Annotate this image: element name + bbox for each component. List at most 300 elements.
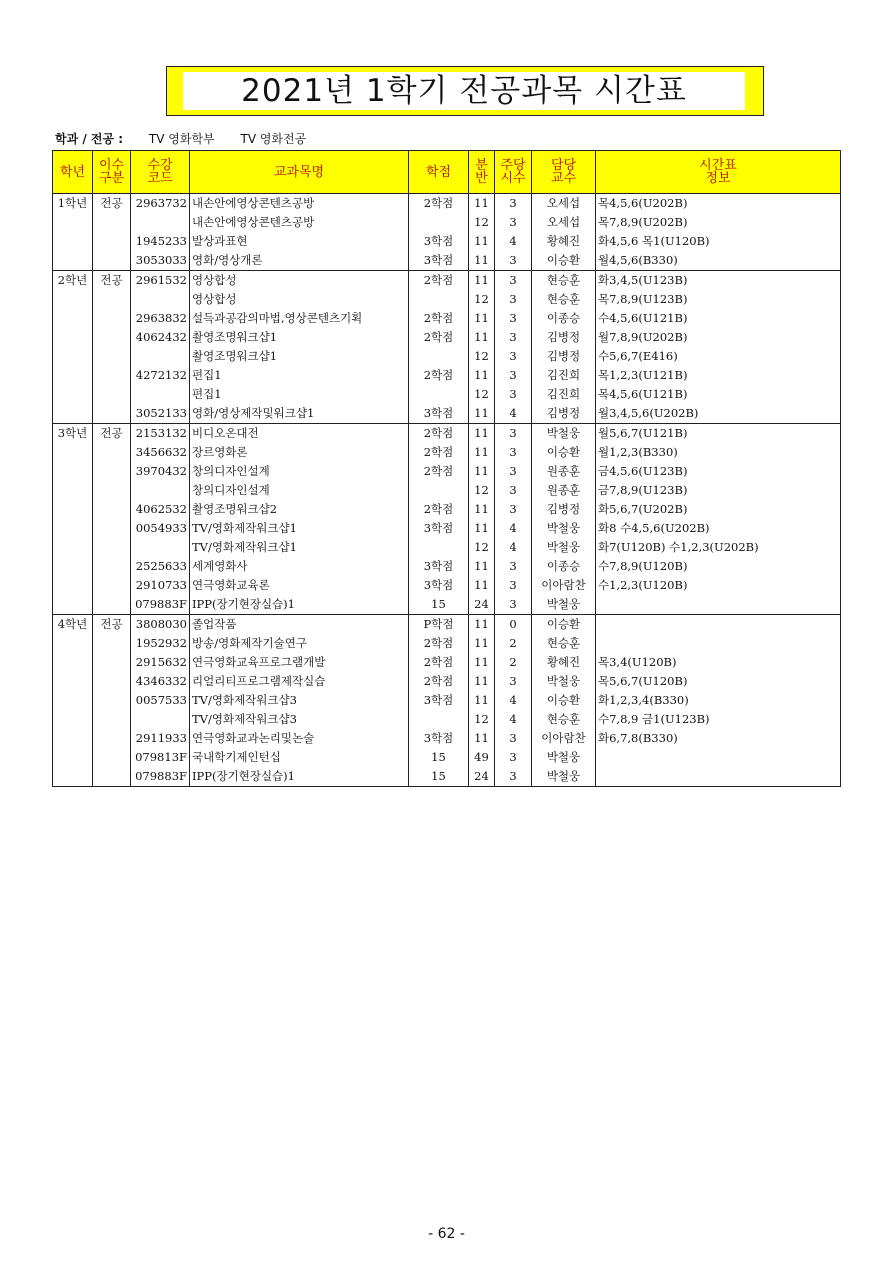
table-row bbox=[53, 462, 841, 481]
schedule-cell: 화6,7,8(B330) bbox=[596, 729, 841, 748]
course-name-cell: IPP(장기현장실습)1 bbox=[190, 767, 409, 787]
hours-cell: 3 bbox=[495, 194, 532, 214]
professor-cell: 이종승 bbox=[532, 557, 596, 576]
hours-cell: 3 bbox=[495, 557, 532, 576]
schedule-cell: 월4,5,6(B330) bbox=[596, 251, 841, 271]
section-cell: 11 bbox=[469, 576, 495, 595]
header-section: 분 반 bbox=[469, 151, 495, 194]
professor-cell: 박철웅 bbox=[532, 424, 596, 444]
hours-cell: 3 bbox=[495, 443, 532, 462]
year-cell: 2학년 bbox=[53, 271, 93, 291]
course-name-cell: 영화/영상제작및워크샵1 bbox=[190, 404, 409, 424]
professor-cell: 오세섭 bbox=[532, 194, 596, 214]
year-cell bbox=[53, 691, 93, 710]
year-cell bbox=[53, 576, 93, 595]
section-cell: 11 bbox=[469, 404, 495, 424]
hours-cell: 3 bbox=[495, 748, 532, 767]
code-cell: 2153132 bbox=[131, 424, 190, 444]
table-row bbox=[53, 385, 841, 404]
department-line bbox=[55, 130, 306, 147]
year-cell bbox=[53, 767, 93, 787]
code-cell bbox=[131, 538, 190, 557]
type-cell: 전공 bbox=[93, 271, 131, 291]
hours-cell: 4 bbox=[495, 232, 532, 251]
year-cell bbox=[53, 290, 93, 309]
professor-cell: 이승환 bbox=[532, 615, 596, 635]
type-cell bbox=[93, 500, 131, 519]
type-cell bbox=[93, 595, 131, 615]
credit-cell bbox=[409, 538, 469, 557]
hours-cell: 3 bbox=[495, 213, 532, 232]
code-cell: 2911933 bbox=[131, 729, 190, 748]
type-cell bbox=[93, 347, 131, 366]
schedule-cell: 수7,8,9 금1(U123B) bbox=[596, 710, 841, 729]
section-cell: 11 bbox=[469, 500, 495, 519]
professor-cell: 김진희 bbox=[532, 366, 596, 385]
course-name-cell: 내손안에영상콘텐츠공방 bbox=[190, 213, 409, 232]
section-cell: 11 bbox=[469, 672, 495, 691]
major-name: TV 영화전공 bbox=[240, 132, 307, 146]
header-schedule: 시간표 정보 bbox=[596, 151, 841, 194]
credit-cell: 3학점 bbox=[409, 691, 469, 710]
header-code: 수강 코드 bbox=[131, 151, 190, 194]
table-row bbox=[53, 443, 841, 462]
table-row bbox=[53, 691, 841, 710]
hours-cell: 3 bbox=[495, 271, 532, 291]
professor-cell: 김진희 bbox=[532, 385, 596, 404]
code-cell: 2915632 bbox=[131, 653, 190, 672]
credit-cell: 3학점 bbox=[409, 404, 469, 424]
type-cell bbox=[93, 385, 131, 404]
section-cell: 11 bbox=[469, 691, 495, 710]
type-cell bbox=[93, 729, 131, 748]
schedule-cell: 목7,8,9(U202B) bbox=[596, 213, 841, 232]
course-name-cell: 장르영화론 bbox=[190, 443, 409, 462]
title-box bbox=[166, 66, 764, 116]
schedule-cell: 화8 수4,5,6(U202B) bbox=[596, 519, 841, 538]
course-name-cell: 발상과표현 bbox=[190, 232, 409, 251]
year-cell bbox=[53, 462, 93, 481]
section-cell: 11 bbox=[469, 634, 495, 653]
professor-cell: 원종훈 bbox=[532, 481, 596, 500]
course-name-cell: 영화/영상개론 bbox=[190, 251, 409, 271]
course-name-cell: TV/영화제작워크샵1 bbox=[190, 538, 409, 557]
header-course-name: 교과목명 bbox=[190, 151, 409, 194]
course-name-cell: 촬영조명워크샵1 bbox=[190, 328, 409, 347]
course-name-cell: 영상합성 bbox=[190, 271, 409, 291]
table-row bbox=[53, 519, 841, 538]
code-cell: 0057533 bbox=[131, 691, 190, 710]
type-cell bbox=[93, 462, 131, 481]
credit-cell: 2학점 bbox=[409, 194, 469, 214]
section-cell: 12 bbox=[469, 385, 495, 404]
credit-cell bbox=[409, 347, 469, 366]
credit-cell: 3학점 bbox=[409, 232, 469, 251]
table-row bbox=[53, 271, 841, 291]
credit-cell: 2학점 bbox=[409, 634, 469, 653]
timetable bbox=[52, 150, 841, 787]
table-row bbox=[53, 404, 841, 424]
course-name-cell: TV/영화제작워크샵3 bbox=[190, 691, 409, 710]
year-cell bbox=[53, 729, 93, 748]
schedule-cell: 월7,8,9(U202B) bbox=[596, 328, 841, 347]
section-cell: 11 bbox=[469, 232, 495, 251]
professor-cell: 이아람찬 bbox=[532, 729, 596, 748]
section-cell: 11 bbox=[469, 615, 495, 635]
course-name-cell: 창의디자인설계 bbox=[190, 462, 409, 481]
type-cell bbox=[93, 576, 131, 595]
course-name-cell: 비디오온대전 bbox=[190, 424, 409, 444]
table-row bbox=[53, 729, 841, 748]
schedule-cell: 수1,2,3(U120B) bbox=[596, 576, 841, 595]
course-name-cell: 내손안에영상콘텐츠공방 bbox=[190, 194, 409, 214]
section-cell: 11 bbox=[469, 557, 495, 576]
schedule-cell: 월5,6,7(U121B) bbox=[596, 424, 841, 444]
table-row bbox=[53, 424, 841, 444]
code-cell: 079813F bbox=[131, 748, 190, 767]
hours-cell: 4 bbox=[495, 691, 532, 710]
credit-cell: 3학점 bbox=[409, 251, 469, 271]
type-cell bbox=[93, 366, 131, 385]
type-cell bbox=[93, 232, 131, 251]
schedule-cell bbox=[596, 615, 841, 635]
table-row bbox=[53, 748, 841, 767]
professor-cell: 현승훈 bbox=[532, 634, 596, 653]
table-row bbox=[53, 366, 841, 385]
code-cell: 3456632 bbox=[131, 443, 190, 462]
section-cell: 11 bbox=[469, 271, 495, 291]
schedule-cell: 화3,4,5(U123B) bbox=[596, 271, 841, 291]
schedule-cell bbox=[596, 634, 841, 653]
code-cell bbox=[131, 710, 190, 729]
year-cell bbox=[53, 538, 93, 557]
professor-cell: 박철웅 bbox=[532, 748, 596, 767]
credit-cell bbox=[409, 213, 469, 232]
year-cell bbox=[53, 481, 93, 500]
credit-cell: 2학점 bbox=[409, 443, 469, 462]
section-cell: 11 bbox=[469, 462, 495, 481]
year-cell: 3학년 bbox=[53, 424, 93, 444]
schedule-cell: 목5,6,7(U120B) bbox=[596, 672, 841, 691]
credit-cell: 2학점 bbox=[409, 424, 469, 444]
hours-cell: 4 bbox=[495, 538, 532, 557]
professor-cell: 김병정 bbox=[532, 328, 596, 347]
course-name-cell: 리얼리티프로그램제작실습 bbox=[190, 672, 409, 691]
table-row bbox=[53, 576, 841, 595]
schedule-cell bbox=[596, 595, 841, 615]
code-cell: 2963832 bbox=[131, 309, 190, 328]
dept-label: 학과 / 전공 : bbox=[55, 132, 124, 146]
table-row bbox=[53, 538, 841, 557]
code-cell bbox=[131, 347, 190, 366]
table-row bbox=[53, 653, 841, 672]
year-cell: 4학년 bbox=[53, 615, 93, 635]
code-cell: 0054933 bbox=[131, 519, 190, 538]
type-cell bbox=[93, 251, 131, 271]
professor-cell: 황혜진 bbox=[532, 232, 596, 251]
credit-cell: 2학점 bbox=[409, 672, 469, 691]
hours-cell: 3 bbox=[495, 347, 532, 366]
type-cell bbox=[93, 557, 131, 576]
hours-cell: 3 bbox=[495, 290, 532, 309]
year-cell bbox=[53, 557, 93, 576]
code-cell: 2910733 bbox=[131, 576, 190, 595]
professor-cell: 현승훈 bbox=[532, 290, 596, 309]
section-cell: 49 bbox=[469, 748, 495, 767]
course-name-cell: 설득과공감의마법,영상콘텐츠기획 bbox=[190, 309, 409, 328]
year-cell bbox=[53, 385, 93, 404]
schedule-cell: 화5,6,7(U202B) bbox=[596, 500, 841, 519]
year-cell bbox=[53, 634, 93, 653]
type-cell bbox=[93, 634, 131, 653]
type-cell bbox=[93, 481, 131, 500]
professor-cell: 현승훈 bbox=[532, 710, 596, 729]
table-row bbox=[53, 290, 841, 309]
section-cell: 11 bbox=[469, 653, 495, 672]
table-row bbox=[53, 328, 841, 347]
section-cell: 11 bbox=[469, 366, 495, 385]
code-cell: 3808030 bbox=[131, 615, 190, 635]
credit-cell: 2학점 bbox=[409, 500, 469, 519]
year-cell: 1학년 bbox=[53, 194, 93, 214]
code-cell bbox=[131, 385, 190, 404]
header-type: 이수 구분 bbox=[93, 151, 131, 194]
course-name-cell: 편집1 bbox=[190, 366, 409, 385]
credit-cell: 2학점 bbox=[409, 653, 469, 672]
type-cell bbox=[93, 653, 131, 672]
type-cell bbox=[93, 538, 131, 557]
section-cell: 11 bbox=[469, 729, 495, 748]
type-cell: 전공 bbox=[93, 424, 131, 444]
course-name-cell: 촬영조명워크샵1 bbox=[190, 347, 409, 366]
schedule-cell: 월1,2,3(B330) bbox=[596, 443, 841, 462]
code-cell bbox=[131, 481, 190, 500]
year-cell bbox=[53, 347, 93, 366]
course-name-cell: 촬영조명워크샵2 bbox=[190, 500, 409, 519]
hours-cell: 3 bbox=[495, 309, 532, 328]
section-cell: 12 bbox=[469, 538, 495, 557]
code-cell: 4346332 bbox=[131, 672, 190, 691]
code-cell: 4062532 bbox=[131, 500, 190, 519]
professor-cell: 이승환 bbox=[532, 251, 596, 271]
schedule-cell: 화7(U120B) 수1,2,3(U202B) bbox=[596, 538, 841, 557]
type-cell bbox=[93, 443, 131, 462]
hours-cell: 3 bbox=[495, 672, 532, 691]
year-cell bbox=[53, 653, 93, 672]
credit-cell: 15 bbox=[409, 595, 469, 615]
course-name-cell: 연극영화교육론 bbox=[190, 576, 409, 595]
code-cell bbox=[131, 290, 190, 309]
schedule-cell: 월3,4,5,6(U202B) bbox=[596, 404, 841, 424]
section-cell: 12 bbox=[469, 290, 495, 309]
code-cell: 3053033 bbox=[131, 251, 190, 271]
section-cell: 11 bbox=[469, 328, 495, 347]
year-cell bbox=[53, 519, 93, 538]
section-cell: 11 bbox=[469, 424, 495, 444]
hours-cell: 4 bbox=[495, 519, 532, 538]
table-row bbox=[53, 557, 841, 576]
professor-cell: 박철웅 bbox=[532, 767, 596, 787]
year-cell bbox=[53, 404, 93, 424]
code-cell: 2961532 bbox=[131, 271, 190, 291]
professor-cell: 원종훈 bbox=[532, 462, 596, 481]
section-cell: 12 bbox=[469, 347, 495, 366]
hours-cell: 3 bbox=[495, 500, 532, 519]
hours-cell: 3 bbox=[495, 462, 532, 481]
course-name-cell: 세계영화사 bbox=[190, 557, 409, 576]
credit-cell bbox=[409, 710, 469, 729]
course-name-cell: 영상합성 bbox=[190, 290, 409, 309]
year-cell bbox=[53, 251, 93, 271]
type-cell bbox=[93, 710, 131, 729]
table-row bbox=[53, 767, 841, 787]
type-cell bbox=[93, 519, 131, 538]
professor-cell: 이승환 bbox=[532, 691, 596, 710]
credit-cell: 2학점 bbox=[409, 309, 469, 328]
course-name-cell: 편집1 bbox=[190, 385, 409, 404]
credit-cell bbox=[409, 385, 469, 404]
course-name-cell: 졸업작품 bbox=[190, 615, 409, 635]
schedule-cell: 수7,8,9(U120B) bbox=[596, 557, 841, 576]
year-cell bbox=[53, 595, 93, 615]
hours-cell: 3 bbox=[495, 328, 532, 347]
page-title: 2021년 1학기 전공과목 시간표 bbox=[183, 72, 745, 110]
hours-cell: 3 bbox=[495, 767, 532, 787]
table-row bbox=[53, 710, 841, 729]
header-year: 학년 bbox=[53, 151, 93, 194]
hours-cell: 3 bbox=[495, 251, 532, 271]
schedule-cell bbox=[596, 748, 841, 767]
table-row bbox=[53, 347, 841, 366]
credit-cell: P학점 bbox=[409, 615, 469, 635]
table-row bbox=[53, 634, 841, 653]
schedule-cell: 수5,6,7(E416) bbox=[596, 347, 841, 366]
header-row bbox=[53, 151, 841, 194]
hours-cell: 4 bbox=[495, 404, 532, 424]
header-hours: 주당 시수 bbox=[495, 151, 532, 194]
schedule-cell: 목4,5,6(U202B) bbox=[596, 194, 841, 214]
schedule-cell: 화4,5,6 목1(U120B) bbox=[596, 232, 841, 251]
schedule-cell: 목3,4(U120B) bbox=[596, 653, 841, 672]
type-cell bbox=[93, 290, 131, 309]
code-cell: 3052133 bbox=[131, 404, 190, 424]
table-row bbox=[53, 672, 841, 691]
code-cell bbox=[131, 213, 190, 232]
hours-cell: 3 bbox=[495, 481, 532, 500]
code-cell: 4062432 bbox=[131, 328, 190, 347]
section-cell: 11 bbox=[469, 519, 495, 538]
type-cell bbox=[93, 309, 131, 328]
credit-cell: 3학점 bbox=[409, 729, 469, 748]
type-cell: 전공 bbox=[93, 615, 131, 635]
professor-cell: 김병정 bbox=[532, 347, 596, 366]
schedule-cell: 수4,5,6(U121B) bbox=[596, 309, 841, 328]
year-cell bbox=[53, 309, 93, 328]
type-cell bbox=[93, 767, 131, 787]
schedule-cell: 금7,8,9(U123B) bbox=[596, 481, 841, 500]
code-cell: 1945233 bbox=[131, 232, 190, 251]
course-name-cell: TV/영화제작워크샵1 bbox=[190, 519, 409, 538]
year-cell bbox=[53, 328, 93, 347]
code-cell: 079883F bbox=[131, 767, 190, 787]
type-cell bbox=[93, 213, 131, 232]
section-cell: 11 bbox=[469, 443, 495, 462]
page-number: - 62 - bbox=[428, 1226, 465, 1242]
credit-cell: 3학점 bbox=[409, 519, 469, 538]
table-row bbox=[53, 194, 841, 214]
year-cell bbox=[53, 748, 93, 767]
credit-cell bbox=[409, 290, 469, 309]
table-row bbox=[53, 500, 841, 519]
hours-cell: 3 bbox=[495, 595, 532, 615]
professor-cell: 박철웅 bbox=[532, 538, 596, 557]
section-cell: 24 bbox=[469, 767, 495, 787]
professor-cell: 황혜진 bbox=[532, 653, 596, 672]
type-cell bbox=[93, 328, 131, 347]
section-cell: 11 bbox=[469, 251, 495, 271]
type-cell bbox=[93, 691, 131, 710]
professor-cell: 이아람찬 bbox=[532, 576, 596, 595]
year-cell bbox=[53, 213, 93, 232]
code-cell: 2525633 bbox=[131, 557, 190, 576]
type-cell bbox=[93, 748, 131, 767]
credit-cell: 3학점 bbox=[409, 557, 469, 576]
credit-cell: 2학점 bbox=[409, 462, 469, 481]
hours-cell: 4 bbox=[495, 710, 532, 729]
header-credit: 학점 bbox=[409, 151, 469, 194]
table-row bbox=[53, 481, 841, 500]
table-row bbox=[53, 232, 841, 251]
code-cell: 1952932 bbox=[131, 634, 190, 653]
table-row bbox=[53, 615, 841, 635]
hours-cell: 3 bbox=[495, 385, 532, 404]
type-cell: 전공 bbox=[93, 194, 131, 214]
professor-cell: 오세섭 bbox=[532, 213, 596, 232]
section-cell: 12 bbox=[469, 213, 495, 232]
schedule-cell: 목7,8,9(U123B) bbox=[596, 290, 841, 309]
year-cell bbox=[53, 366, 93, 385]
code-cell: 3970432 bbox=[131, 462, 190, 481]
type-cell bbox=[93, 404, 131, 424]
professor-cell: 김병정 bbox=[532, 500, 596, 519]
course-name-cell: 방송/영화제작기술연구 bbox=[190, 634, 409, 653]
credit-cell: 2학점 bbox=[409, 271, 469, 291]
header-professor: 담당 교수 bbox=[532, 151, 596, 194]
hours-cell: 3 bbox=[495, 576, 532, 595]
section-cell: 11 bbox=[469, 309, 495, 328]
year-cell bbox=[53, 710, 93, 729]
table-row bbox=[53, 309, 841, 328]
section-cell: 12 bbox=[469, 481, 495, 500]
credit-cell bbox=[409, 481, 469, 500]
course-name-cell: 연극영화교과논리및논술 bbox=[190, 729, 409, 748]
year-cell bbox=[53, 443, 93, 462]
credit-cell: 3학점 bbox=[409, 576, 469, 595]
year-cell bbox=[53, 672, 93, 691]
code-cell: 2963732 bbox=[131, 194, 190, 214]
schedule-cell: 화1,2,3,4(B330) bbox=[596, 691, 841, 710]
hours-cell: 2 bbox=[495, 634, 532, 653]
table-row bbox=[53, 251, 841, 271]
professor-cell: 박철웅 bbox=[532, 672, 596, 691]
year-cell bbox=[53, 500, 93, 519]
type-cell bbox=[93, 672, 131, 691]
course-name-cell: TV/영화제작워크샵3 bbox=[190, 710, 409, 729]
hours-cell: 3 bbox=[495, 424, 532, 444]
course-name-cell: 국내학기제인턴십 bbox=[190, 748, 409, 767]
year-cell bbox=[53, 232, 93, 251]
code-cell: 079883F bbox=[131, 595, 190, 615]
